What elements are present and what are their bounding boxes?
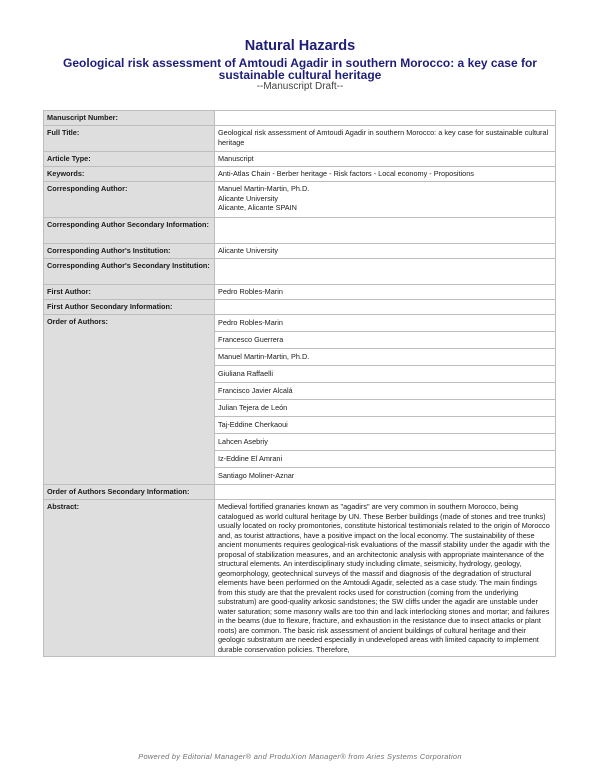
author-item: Manuel Martin-Martin, Ph.D. xyxy=(215,349,555,366)
value-keywords: Anti-Atlas Chain - Berber heritage - Risk factors - Local economy - Propositions xyxy=(215,167,556,182)
label-order-secondary: Order of Authors Secondary Information: xyxy=(44,485,215,500)
row-first-author xyxy=(44,285,556,300)
label-first-author-secondary: First Author Secondary Information: xyxy=(44,300,215,315)
row-first-author-secondary xyxy=(44,300,556,315)
row-article-type xyxy=(44,152,556,167)
author-item: Pedro Robles-Marin xyxy=(215,315,555,332)
author-item: Iz-Eddine El Amrani xyxy=(215,451,555,468)
row-abstract xyxy=(44,500,556,657)
document-header xyxy=(0,38,600,92)
author-item: Francisco Javier Alcalá xyxy=(215,383,555,400)
footer-powered-by: Powered by Editorial Manager® and ProduXion Manager® from Aries Systems Corporation xyxy=(138,752,462,761)
label-abstract: Abstract: xyxy=(44,500,215,657)
value-order-secondary xyxy=(215,485,556,500)
draft-label: --Manuscript Draft-- xyxy=(256,81,344,92)
value-full-title: Geological risk assessment of Amtoudi Agadir in southern Morocco: a key case for sustainable cultural heritage xyxy=(215,126,556,152)
value-abstract: Medieval fortified granaries known as "agadirs" are very common in southern Morocco, being catalogued as world cultural heritage by UN. These Berber buildings (made of stones and tree trunks) usually located on rocky promontories, constitute historical testimonials related to the origin of Morocco and, as tourist attractions, have a positive impact on the local economy. The sustainability of these ancient monuments requires geological-risk evaluations of the massif stability under the agadir with the proposal of stabilization measures, and an architectonic analysis with appropriate maintenance of the structural elements. An interdisciplinary study including climate, seismicity, hydrology, geology, geomorphology, geotechnical surveys of the massif and diagnosis of the degradation of structural elements have been performed on the Amtoudi Agadir, selected as a case study. The main findings from this study are that the prevalent rocks used for construction (coming from the underlying substratum) are good-quality arkosic sandstones; the SW cliffs under the agadir are unstable under water saturation; some masonry walls are too thin and lack interlocking stones and mortar; and failures in the beams (due to flexure, fracture, and exhaustion in the resistance due to insect attacks or plant roots) are common. The basic risk assessment of ancient buildings of cultural heritage and their geologic substratum are needed especially in undeveloped areas with limited capacity to implement durable conservation policies. Therefore, xyxy=(215,500,556,657)
manuscript-info-table xyxy=(43,110,556,657)
corresponding-author-location: Alicante, Alicante SPAIN xyxy=(218,203,297,212)
value-article-type: Manuscript xyxy=(215,152,556,167)
label-corr-secondary-institution: Corresponding Author's Secondary Institution: xyxy=(44,259,215,285)
journal-name: Natural Hazards xyxy=(244,38,356,54)
label-article-type: Article Type: xyxy=(44,152,215,167)
row-order-secondary xyxy=(44,485,556,500)
row-corr-secondary-institution xyxy=(44,259,556,285)
label-corr-institution: Corresponding Author's Institution: xyxy=(44,244,215,259)
value-first-author-secondary xyxy=(215,300,556,315)
manuscript-title: Geological risk assessment of Amtoudi Agadir in southern Morocco: a key case for sustainable cultural heritage xyxy=(63,56,537,82)
label-full-title: Full Title: xyxy=(44,126,215,152)
label-first-author: First Author: xyxy=(44,285,215,300)
corresponding-author-name: Manuel Martin-Martin, Ph.D. xyxy=(218,184,310,193)
row-corr-institution xyxy=(44,244,556,259)
author-item: Santiago Moliner-Aznar xyxy=(218,471,295,480)
row-order-of-authors xyxy=(44,315,556,485)
authors-list xyxy=(215,315,556,485)
label-keywords: Keywords: xyxy=(44,167,215,182)
corresponding-author-university: Alicante University xyxy=(218,193,279,203)
value-manuscript-number xyxy=(215,111,556,126)
value-corr-institution: Alicante University xyxy=(215,244,556,259)
label-corresponding-author: Corresponding Author: xyxy=(44,182,215,218)
author-item: Taj-Eddine Cherkaoui xyxy=(215,417,555,434)
row-full-title xyxy=(44,126,556,152)
value-corr-secondary-info xyxy=(215,218,556,244)
value-corresponding-author xyxy=(215,182,556,218)
author-item: Julian Tejera de León xyxy=(215,400,555,417)
value-corr-secondary-institution xyxy=(215,259,556,285)
label-order-of-authors: Order of Authors: xyxy=(44,315,215,485)
author-item: Francesco Guerrera xyxy=(215,332,555,349)
label-manuscript-number: Manuscript Number: xyxy=(44,111,215,126)
label-corr-secondary-info: Corresponding Author Secondary Information: xyxy=(44,218,215,244)
row-manuscript-number xyxy=(44,111,556,126)
author-item: Giuliana Raffaelli xyxy=(215,366,555,383)
value-first-author: Pedro Robles-Marin xyxy=(215,285,556,300)
row-corresponding-author xyxy=(44,182,556,218)
row-corr-secondary-info xyxy=(44,218,556,244)
row-keywords xyxy=(44,167,556,182)
author-item: Lahcen Asebriy xyxy=(215,434,555,451)
